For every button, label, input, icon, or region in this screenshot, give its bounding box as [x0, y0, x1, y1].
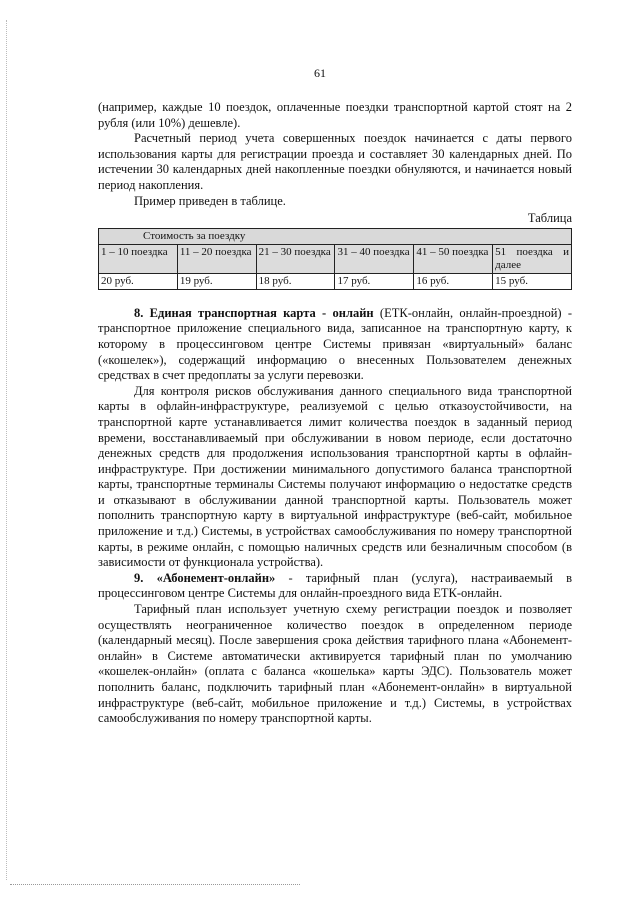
table-cell-range: 11 – 20 поездка — [177, 244, 256, 273]
table-cell-price: 18 руб. — [256, 273, 335, 289]
section-9-number: 9. — [134, 570, 144, 585]
paragraph-example-intro: Пример приведен в таблице. — [134, 193, 286, 208]
section-9-definition — [98, 571, 572, 602]
scan-margin-marks — [6, 20, 9, 880]
section-9-paragraph: Тарифный план использует учетную схему регистрации поездок и позволяет осуществлять неограниченное количество поездок в определенном периоде (календарный месяц). После завершения срока действия тарифного плана «Абонемент-онлайн» в Системе автоматически активируется тарифный план по умолчанию «кошелек-онлайн» (оплата с баланса «кошелька» карты ЭДС). Пользователь может пополнить баланс, подключить тарифный план «Абонемент-онлайн» в виртуальной инфраструктуре (веб-сайт, мобильное приложение и т.д.) Системы, в устройствах самообслуживания по номеру транспортной карты. — [98, 602, 572, 726]
table-header-row — [99, 228, 572, 244]
page-content — [98, 100, 572, 727]
section-8-number: 8. — [134, 305, 144, 320]
table-row-prices — [99, 273, 572, 289]
section-9-definition-text: - тарифный план (услуга), настраиваемый в процессинговом центре Системы для онлайн-проездного вида ЕТК-онлайн. — [98, 570, 573, 601]
section-9-term: «Абонемент-онлайн» — [156, 570, 276, 585]
table-header-cell: Стоимость за поездку — [99, 228, 572, 244]
paragraph-continuation: (например, каждые 10 поездок, оплаченные поездки транспортной картой стоят на 2 рубля (или 10%) дешевле). — [98, 100, 572, 130]
section-8-term: Единая транспортная карта - онлайн — [149, 305, 374, 320]
table-cell-range: 31 – 40 поездка — [335, 244, 414, 273]
spacer — [98, 290, 572, 306]
table-row-trip-ranges — [99, 244, 572, 273]
table-cell-range: 1 – 10 поездка — [99, 244, 178, 273]
table-cell-price: 20 руб. — [99, 273, 178, 289]
table-cell-price: 19 руб. — [177, 273, 256, 289]
table-cell-range: 21 – 30 поездка — [256, 244, 335, 273]
fare-table — [98, 228, 572, 290]
paragraph-billing-period: Расчетный период учета совершенных поездок начинается с даты первого использования карты для регистрации проезда и составляет 30 календарных дней. По истечении 30 календарных дней накопленные поездки обнуляются, и начинается новый период накопления. — [98, 131, 572, 192]
table-cell-price: 16 руб. — [414, 273, 493, 289]
section-8-definition — [98, 306, 572, 384]
table-cell-price: 15 руб. — [493, 273, 572, 289]
section-8-paragraph: Для контроля рисков обслуживания данного специального вида транспортной карты в офлайн-инфраструктуре, реализуемой с целью отказоустойчивости, на транспортной карте устанавливается лимит количества поездок в заданный период времени, восстанавливаемый при обслуживании в новом периоде, если достаточно денежных средств для продолжения использования транспортной карты в офлайн-инфраструктуре. При достижении минимального допустимого баланса транспортной карты, транспортные терминалы Системы получают информацию о недостатке средств и отказывают в обслуживании данной транспортной карты. Пользователь может пополнить транспортную карту в виртуальной инфраструктуре (веб-сайт, мобильное приложение и т.д.) Системы, в устройствах самообслуживания по номеру транспортной карты, в режиме онлайн, с помощью наличных средств или безналичным способом (в зависимости от функционала устройства). — [98, 383, 572, 570]
section-8-definition-text: (ЕТК-онлайн, онлайн-проездной) - транспортное приложение специального вида, записанное на транспортную карту, к которому в процессинговом центре Системы привязан «виртуальный» баланс («кошелек»), содержащий информацию о внесенных Пользователем денежных средствах в счет предоплаты за услуги перевозки. — [98, 305, 573, 383]
table-cell-range: 51 поездка и далее — [493, 244, 572, 273]
scan-bottom-mark — [10, 884, 300, 885]
table-cell-range: 41 – 50 поездка — [414, 244, 493, 273]
page-number: 61 — [314, 66, 326, 80]
table-cell-price: 17 руб. — [335, 273, 414, 289]
table-caption: Таблица — [527, 211, 572, 226]
